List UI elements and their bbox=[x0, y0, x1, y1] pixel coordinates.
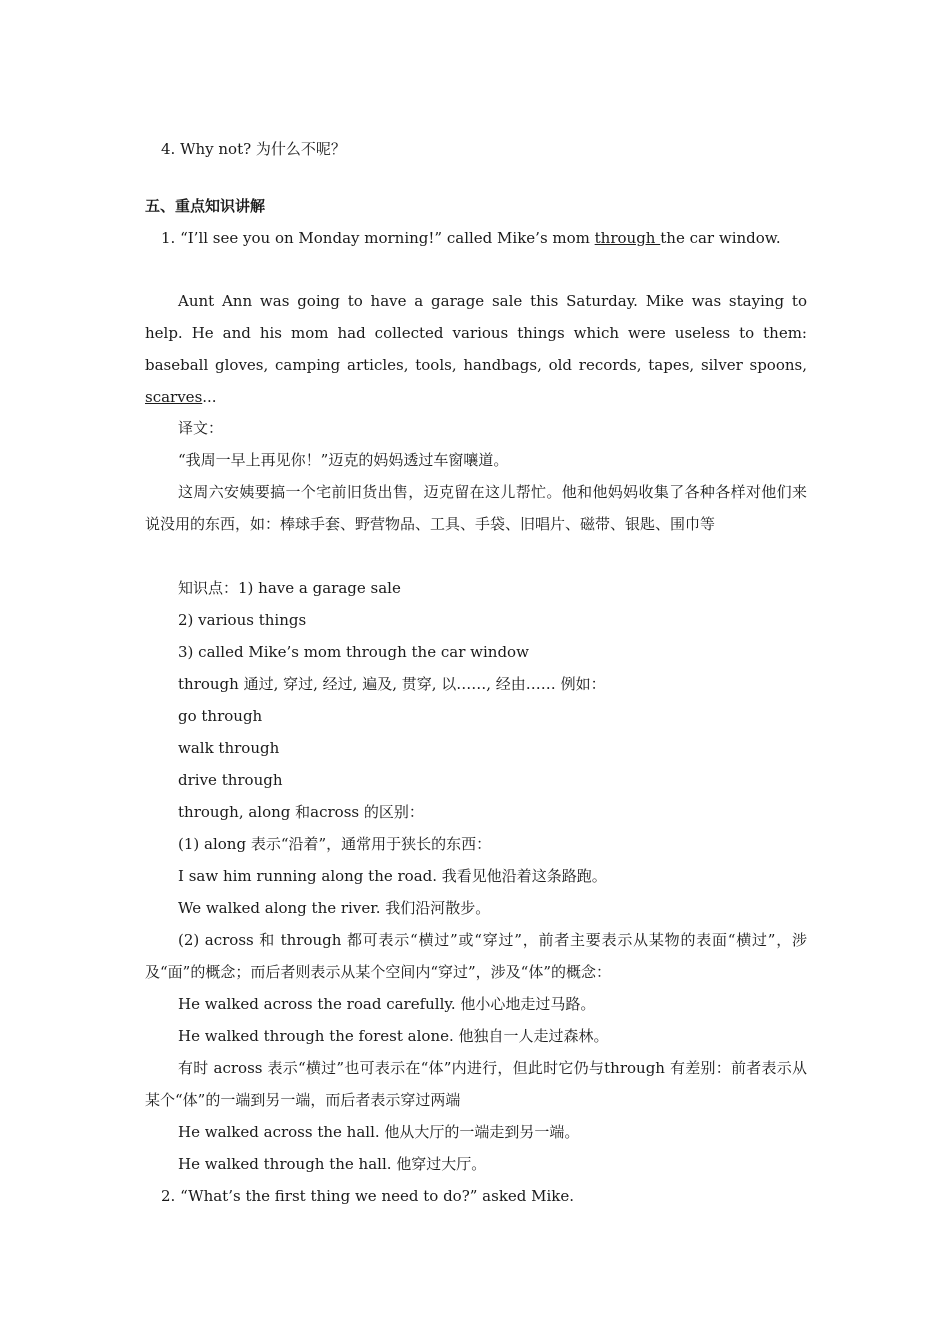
paragraph-2-end: ... bbox=[202, 388, 217, 406]
knowledge-point-2: 2) various things bbox=[178, 611, 307, 629]
paragraph-2-text: Aunt Ann was going to have a garage sale this Saturday. Mike was staying to help. He and his mom had collected various things which were useless to them: baseball gloves, camping articles, tools, handbags, old records, tapes, silver spoons, bbox=[145, 292, 807, 374]
along-definition: (1) along 表示“沿着”，通常用于狭长的东西： bbox=[178, 835, 492, 853]
example-go-through: go through bbox=[178, 707, 263, 725]
knowledge-point-3: 3) called Mike’s mom through the car window bbox=[178, 643, 529, 661]
across-example-2: He walked through the forest alone. 他独自一人走过森林。 bbox=[178, 1027, 609, 1045]
example-drive-through: drive through bbox=[178, 771, 283, 789]
through-definition: through 通过, 穿过, 经过, 遍及, 贯穿, 以……, 经由…… 例如： bbox=[178, 675, 606, 693]
item-2: 2. “What’s the first thing we need to do?” asked Mike. bbox=[161, 1187, 575, 1205]
paragraph-1-number: 1. bbox=[161, 229, 176, 247]
knowledge-point-1: 知识点：1) have a garage sale bbox=[178, 579, 401, 597]
underlined-scarves: scarves bbox=[145, 388, 203, 406]
paragraph-2 bbox=[145, 285, 807, 413]
sometimes-paragraph: 有时 across 表示“横过”也可表示在“体”内进行，但此时它仍与through 有差别：前者表示从某个“体”的一端到另一端，而后者表示穿过两端 bbox=[145, 1059, 807, 1109]
section-title: 五、重点知识讲解 bbox=[145, 197, 266, 215]
paragraph-1 bbox=[145, 222, 807, 254]
across-definition: (2) across 和 through 都可表示“横过”或“穿过”，前者主要表示从某物的表面“横过”，涉及“面”的概念；而后者则表示从某个空间内“穿过”，涉及“体”的概念： bbox=[145, 931, 807, 981]
across-example-1: He walked across the road carefully. 他小心地走过马路。 bbox=[178, 995, 596, 1013]
hall-example-2: He walked through the hall. 他穿过大厅。 bbox=[178, 1155, 487, 1173]
paragraph-1-text: “I’ll see you on Monday morning!” called Mike’s mom bbox=[175, 229, 595, 247]
along-example-1: I saw him running along the road. 我看见他沿着这条路跑。 bbox=[178, 867, 607, 885]
translation-1: “我周一早上再见你！”迈克的妈妈透过车窗嚷道。 bbox=[178, 451, 509, 469]
translation-label: 译文： bbox=[178, 419, 224, 437]
along-example-2: We walked along the river. 我们沿河散步。 bbox=[178, 899, 491, 917]
hall-example-1: He walked across the hall. 他从大厅的一端走到另一端。 bbox=[178, 1123, 580, 1141]
item-4: 4. Why not? 为什么不呢？ bbox=[161, 140, 346, 158]
difference-title: through, along 和across 的区别： bbox=[178, 803, 424, 821]
underlined-through: through bbox=[594, 229, 661, 247]
example-walk-through: walk through bbox=[178, 739, 280, 757]
translation-2: 这周六安姨要搞一个宅前旧货出售，迈克留在这儿帮忙。他和他妈妈收集了各种各样对他们来说没用的东西，如：棒球手套、野营物品、工具、手袋、旧唱片、磁带、银匙、围巾等 bbox=[145, 483, 807, 533]
paragraph-1-end: the car window. bbox=[660, 229, 781, 247]
